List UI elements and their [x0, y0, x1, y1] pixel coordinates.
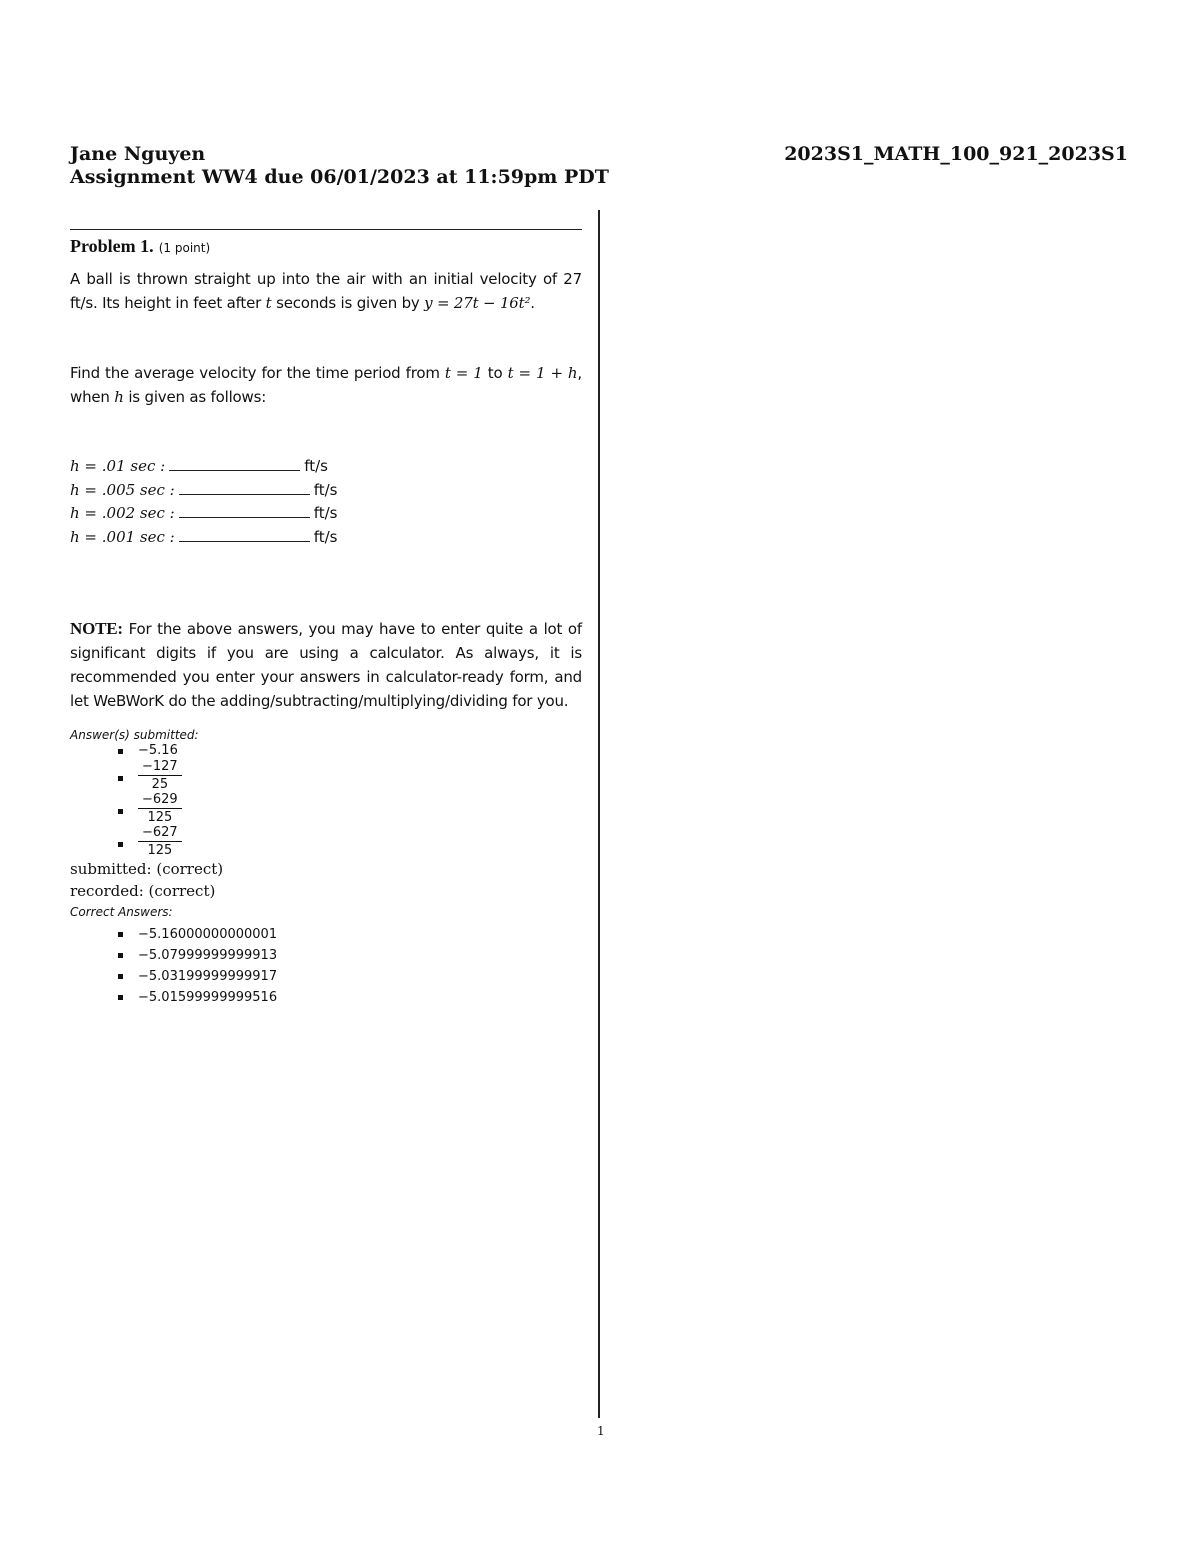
list-item [118, 759, 582, 792]
answer-row [70, 526, 582, 550]
problem-column [70, 229, 582, 1008]
fraction-denominator: 125 [147, 843, 173, 858]
answer-blank[interactable] [179, 503, 310, 518]
submitted-status: submitted: (correct) [70, 860, 224, 878]
correct-value: −5.07999999999913 [138, 948, 278, 963]
fraction-numerator: −127 [138, 760, 182, 776]
problem-intro: A ball is thrown straight up into the air with an initial velocity of 27 ft/s. Its height in feet after t seconds is given by y = 27t − 16t². [70, 270, 582, 312]
list-item [118, 825, 582, 858]
correct-value: −5.01599999999516 [138, 990, 278, 1005]
fraction-denominator: 125 [147, 810, 173, 825]
submitted-value: −5.16 [138, 743, 178, 758]
find-text: Find the average velocity for the time period from [70, 364, 440, 382]
correct-answers-label: Correct Answers: [70, 905, 173, 919]
top-rule [70, 229, 582, 230]
answer-row [70, 479, 582, 503]
list-item [118, 966, 582, 987]
submitted-fraction [138, 793, 182, 825]
correct-answers-list [70, 924, 582, 1008]
answer-blank[interactable] [179, 527, 310, 542]
page-number: 1 [597, 1424, 605, 1438]
find-text-2: is given as follows: [128, 388, 267, 406]
intro-text: A ball is thrown straight up into the air with an initial velocity of 27 ft/s. Its height in feet after [70, 270, 582, 312]
time-start: t = 1 [444, 364, 483, 382]
problem-title: Problem 1. [70, 236, 154, 256]
problem-heading [70, 235, 582, 259]
fraction-numerator: −627 [138, 826, 182, 842]
answer-unit: ft/s [304, 457, 328, 475]
answer-unit: ft/s [313, 527, 338, 546]
answer-label: h = .002 sec : [70, 504, 175, 522]
header-left [70, 143, 609, 189]
submitted-answers-list [70, 743, 582, 858]
answer-blanks [70, 455, 582, 549]
submitted-label: Answer(s) submitted: [70, 728, 199, 742]
intro-variable-t: t [265, 294, 272, 312]
note-label: NOTE: [70, 619, 123, 638]
intro-text-2: seconds is given by [276, 294, 420, 312]
answer-row [70, 455, 582, 479]
list-item [118, 987, 582, 1008]
list-item [118, 792, 582, 825]
answer-blank[interactable] [169, 456, 300, 471]
height-formula: y = 27t − 16t² [424, 294, 531, 312]
submitted-fraction [138, 826, 182, 858]
find-when: , when [70, 364, 582, 406]
note-paragraph [70, 617, 582, 713]
problem-find [70, 361, 582, 409]
student-name: Jane Nguyen [70, 143, 206, 165]
find-to: to [487, 364, 503, 382]
list-item [118, 743, 582, 759]
course-code: 2023S1_MATH_100_921_2023S1 [784, 143, 1128, 165]
list-item [118, 924, 582, 945]
fraction-denominator: 25 [151, 777, 169, 792]
answer-blank[interactable] [179, 480, 310, 495]
correct-value: −5.03199999999917 [138, 969, 278, 984]
note-text: For the above answers, you may have to enter quite a lot of significant digits if you are using a calculator. As always, it is recommended you enter your answers in calculator-ready form, and let WeBWorK do the adding/subtracting/multiplying/dividing for you. [70, 620, 582, 710]
answer-unit: ft/s [313, 504, 338, 522]
list-item [118, 945, 582, 966]
answer-label: h = .01 sec : [70, 457, 166, 475]
correct-value: −5.16000000000001 [138, 927, 278, 942]
assignment-title: Assignment WW4 due 06/01/2023 at 11:59pm PDT [70, 166, 609, 188]
answer-row [70, 502, 582, 526]
answer-label: h = .005 sec : [70, 480, 175, 499]
column-divider [598, 210, 600, 1418]
answer-label: h = .001 sec : [70, 527, 175, 546]
recorded-status: recorded: (correct) [70, 882, 216, 900]
find-variable-h: h [114, 388, 124, 406]
submitted-fraction [138, 760, 182, 792]
answer-unit: ft/s [313, 480, 338, 499]
time-end: t = 1 + h [507, 364, 578, 382]
problem-points: (1 point) [158, 241, 211, 255]
fraction-numerator: −629 [138, 793, 182, 809]
